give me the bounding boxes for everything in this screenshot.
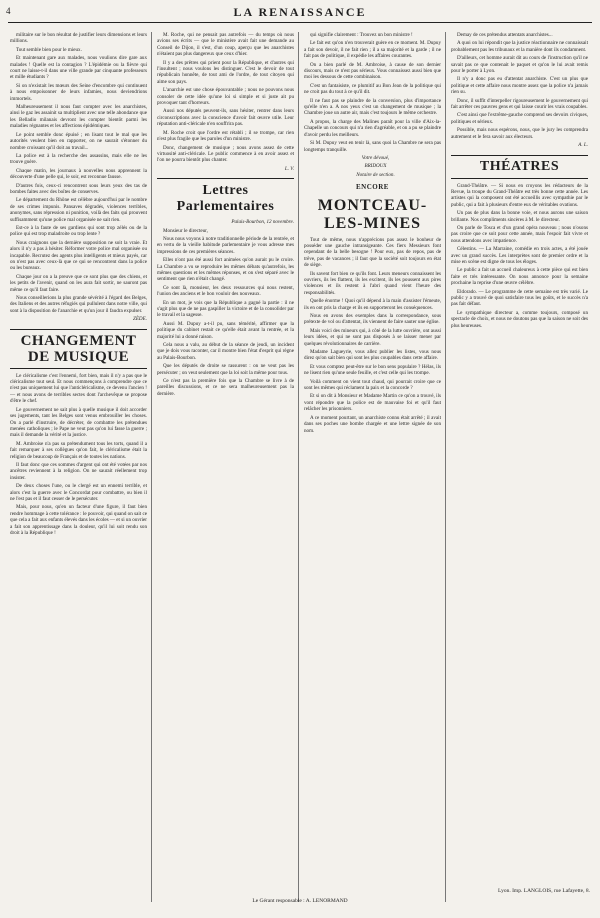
letter-closing: Votre dévoué, xyxy=(361,154,390,161)
headline-theatres: THÉATRES xyxy=(451,155,588,179)
column-2 xyxy=(157,32,294,892)
paragraph: Donc, il suffit d'interpeller rigoureusement le gouvernement qui fait arrêter ces pauvres gens et qui laisse courir les vrais coupables. xyxy=(451,97,588,111)
column-divider xyxy=(151,32,152,902)
paragraph: Aussi nos députés peuvent-ils, sans hésiter, rentrer dans leurs circonscriptions avec la conscience d'avoir fait œuvre utile. Leur réputation anti-cléricale n'en souffrira pas. xyxy=(157,108,294,128)
paragraph: Un pas de plus dans la bonne voie, et nous aurons une saison brillante. Nos compliments sincères à M. le directeur. xyxy=(451,210,588,223)
paragraph: Si on n'existait les mœurs des Seine d'encombre qui continuent à nous empoisonner de leurs infamies, nous deviendrions immortels. xyxy=(10,82,147,102)
paragraph: A quoi on lui répondit que la justice réactionnaire ne connaissait probablement pas les tribunaux et la manière dont ils condamnent. xyxy=(451,40,588,53)
dateline: Palais-Bourbon, 12 novembre. xyxy=(231,219,294,226)
paragraph: Chaque jour on a la preuve que ce sont plus que des chiens, et les petits de l'avenir, quand on les aura fait sortir, ne sauront pas même ce qu'il faut faire. xyxy=(10,273,147,293)
gerant-line: Le Gérant responsable : A. LENORMAND xyxy=(252,898,348,904)
paragraph: Et vous comptez peut-être sur le bon sens populaire ? Hélas, ils ne lisent rien qu'une seule feuille, et c'est celle qui les trompe. xyxy=(304,363,441,377)
paragraph: Le point semble donc épuisé ; en lisant tout le mal que les autorités veulent bien en rapporter, on ne saurait s'étonner du nombre croissant qu'il doit au travail... xyxy=(10,131,147,151)
paragraph: Il y a des prêtres qui prient pour la République, et d'autres qui l'insultent ; nous voulons les distinguer. C'est le devoir de tout républicain honnête, de tout ami de l'ordre, de tout citoyen qui aime son pays. xyxy=(157,59,294,85)
paragraph: Voilà comment on vient tout chaud, qui pourrait croire que ce sont les mêmes qui réclament la paix et la concorde ? xyxy=(304,378,441,392)
paragraph: Est-ce à la faute de ses gardiens qui sont trop zélés ou de la police qui est trop maladroite ou trop lente ? xyxy=(10,224,147,238)
paragraph: C'est ainsi que l'extrême-gauche comprend ses devoirs civiques, politiques et sérieux. xyxy=(451,112,588,125)
paragraph: Mais, pour nous, qu'en un facteur d'une figure, il faut bien rendre hommage à cette tolérance : le pouvoir, qui quand on sait ce que cela a fait aux enfants élevés dans les écoles — et si un ouvrier a fait son apprentissage dans la douleur, qu'il lui soit rendu son droit à la République ! xyxy=(10,504,147,536)
paragraph: M. Ambroise n'a pas su prétendument tous les torts, quand il a fait remarquer à ses collègues qu'on fait, le cléricalisme était la religion de beaucoup de Français et de toutes les nations. xyxy=(10,440,147,460)
paragraph: Eldorado. — Le programme de cette semaine est très varié. Le public y a trouvé de quoi satisfaire tous les goûts, et le succès n'a pas fait défaut. xyxy=(451,288,588,308)
paragraph: M. Roche croit que l'ordre est rétabli ; il se trompe, car rien n'est plus fragile que les paroles d'un ministre. xyxy=(157,129,294,143)
column-divider xyxy=(298,32,299,902)
paragraph: Aussi M. Dupuy a-t-il pu, sans témérité, affirmer que la politique du cabinet restait ce qu'elle était avant la rentrée, et la majorité lui a donné raison. xyxy=(157,320,294,340)
paragraph: Le gouvernement ne sait plus à quelle musique il doit accorder ses jugements, tant les Belges sont venus embrouiller les choses. On a parlé d'instruire, de décréter, de combattre les prétendues menées catholiques ; le Pape ne veut pas qu'on lui fasse la guerre ; mais il demande la vérité et la justice. xyxy=(10,406,147,439)
paragraph: Quelle énorme ! Quoi qu'il dépend à la main d'assister l'émeute, ils en ont pris la charge et ils en supporteront les conséquences. xyxy=(304,298,441,311)
column-divider xyxy=(445,32,446,902)
paragraph: Il faut donc que ces sommes d'argent qui ont été votées par nos ancêtres reviennent à la religion. On ne saurait réellement trop insister. xyxy=(10,461,147,481)
paragraph: Tout semble bien pour le mieux. xyxy=(16,46,82,53)
article-byline: ZÈDE. xyxy=(132,316,147,323)
headline-lettres-parlementaires: Lettres Parlementaires xyxy=(157,178,294,215)
paragraph: Nous en avons des exemples dans la correspondance, sous prétexte de vol ou d'attentat, ils viennent de faire sauter une église. xyxy=(304,313,441,326)
paragraph: En un mot, je vois que la République a gagné la partie : il ne s'agit plus que de ne pas gaspiller la victoire et de la consolider par le travail et la sagesse. xyxy=(157,299,294,319)
printer-imprint: Lyon. Imp. LANGLOIS, rue Lafayette, 8. xyxy=(498,888,590,894)
paragraph: Le cléricalisme c'est l'ennemi, fort bien, mais il n'y a pas que le cléricalisme tout seul. Et nous commençons à comprendre que ce n'est pas uniquement lui que l'anticléricalisme, ce devenu l'ancien ! — et nous avons de terribles sectes dont l'archevêque se propose d'être le chef. xyxy=(10,372,147,405)
paragraph: Le sympathique directeur a, comme toujours, composé un spectacle de choix, et nous ne doutons pas que la saison ne soit des plus heureuses. xyxy=(451,309,588,329)
paragraph: Ils savent fort bien ce qu'ils font. Leurs meneurs connaissent les ouvriers, ils les flattent, ils les excitent, ils les poussent aux pires violences et ils restent à l'abri quand vient l'heure des responsabilités. xyxy=(304,270,441,296)
headline-changement-de-musique: CHANGEMENT DE MUSIQUE xyxy=(10,329,147,369)
paragraph: C'est un fantaisiste, ce plumitif au Bon Jean de la politique qui ne croit pas du tout à ce qu'il dit. xyxy=(304,82,441,96)
paragraph: Grand-Théâtre. — Si nous en croyons les rédacteurs de la Revue, la troupe du Grand-Théâtre est très bonne cette année. Les artistes qui la composent ont été accueillis avec sympathie par le public, qui a fait à plusieurs d'entre eux de véritables ovations. xyxy=(451,182,588,208)
paragraph: D'ailleurs, cet homme aurait dit au cours de l'instruction qu'il ne savait pas ce que contenait le paquet et qu'on le lui avait remis pour le porter à Lyon. xyxy=(451,55,588,75)
paragraph: Mais voici des mineurs qui, à côté de la lutte ouvrière, ont aussi leurs idées, et qui ne sont pas disposés à se laisser mener par quelques révolutionnaires de carrière. xyxy=(304,327,441,347)
paragraph: D'autres fois, ceux-ci rencontrent sous leurs yeux des tas de bombes faites avec des boîtes de conserves. xyxy=(10,182,147,195)
paragraph: Donc, changement de musique ; nous avons assez de cette virtuosité anti-cléricale. Le public commence à en avoir assez et l'on ne pourra bientôt plus chanter. xyxy=(157,144,294,164)
column-4 xyxy=(451,32,588,892)
paragraph: Nous conseillerions la plus grande sévérité à l'égard des Belges, des Italiens et des autres réfugiés qui pullulent dans notre ville, qui sont à la disposition de l'anarchie et qu'un jour il faudra expulser. xyxy=(10,295,147,314)
headline-montceau-les-mines: MONTCEAU-LES-MINES xyxy=(317,196,428,232)
paragraph: De deux choses l'une, ou le clergé est un ennemi terrible, et alors c'est la guerre avec le Concordat pour combattre, ou bien il ne l'est pas et il faut cesser de le persécuter. xyxy=(10,483,147,502)
paragraph: Célestins. — La Marraine, comédie en trois actes, a été jouée avec un grand succès. Les interprètes sont de premier ordre et la mise en scène est digne de tous les éloges. xyxy=(451,246,588,265)
paragraph: militaire sur le bon résultat de justifier leurs dimensions et leurs millions. xyxy=(10,32,147,45)
paragraph: L'anarchie est une chose épouvantable ; nous ne pouvons nous consoler de cette idée qu'une loi si simple et si juste ait pu provoquer tant d'horreurs. xyxy=(157,87,294,107)
paragraph: Le fait est qu'on n'en trouverait guère en ce moment. M. Dupuy a fait son devoir, il ne fait rien ; il a sa majorité et la garde ; il ne fait pas de politique, il expédie les affaires courantes. xyxy=(304,40,441,60)
page-number: 4 xyxy=(6,6,11,16)
paragraph: La police est à la recherche des assassins, mais elle ne les trouve guère. xyxy=(10,152,147,166)
paragraph: A ce moment pourtant, un anarchiste connu était arrêté ; il avait dans ses poches une bombe chargée et une lettre signée de son nom. xyxy=(304,414,441,434)
salutation: Monsieur le directeur, xyxy=(163,227,208,234)
headline-kicker: ENCORE xyxy=(356,183,389,192)
column-1 xyxy=(10,32,147,892)
paragraph: Ce n'est pas la première fois que la Chambre se livre à de pareilles discussions, et ce ne sera malheureusement pas la dernière. xyxy=(157,378,294,397)
letter-signature-title: Notaire de section. xyxy=(356,171,395,178)
column-3 xyxy=(304,32,441,892)
paragraph: Chaque matin, les journaux à nouvelles nous apprennent la découverte d'une pelle qui, le soir, est reconnue fausse. xyxy=(10,167,147,181)
paragraph: Elles n'ont pas été aussi fort animées qu'on aurait pu le croire. La Chambre a vu se reproduire les mêmes débats qu'autrefois, les mêmes questions et les mêmes réponses, et on s'est séparé avec le sentiment que rien n'était changé. xyxy=(157,257,294,283)
paragraph: Malheureusement il nous faut compter avec les anarchistes, ainsi le gaz les assainit sa multiplient avec une telle abondance que les Belladio milanais devront les compter bientôt parmi les maladies régnantes et les affections épidémiques. xyxy=(10,104,147,130)
header-rule xyxy=(8,22,592,23)
article-byline: L. V. xyxy=(284,165,294,172)
paragraph: On parle de Tosca et d'un grand opéra nouveau ; nous n'osons pas croire que ce soit pour cette année, mais l'espoir fait vivre et nous attendons avec impatience. xyxy=(451,224,588,244)
paragraph: Si M. Dupuy veut en tenir là, sans quoi la Chambre ne sera pas longtemps tranquille. xyxy=(304,140,441,153)
paragraph: Cela nous a valu, au début de la séance de jeudi, un incident que je dois vous raconter, car il montre bien l'état d'esprit qui règne au Palais-Bourbon. xyxy=(157,342,294,361)
paragraph: Nous nous voyons à notre traditionnelle période de la rentrée, et en vertu de la vieille habitude parlementaire je vous adresse mes impressions de ces premières séances. xyxy=(157,235,294,255)
masthead xyxy=(0,0,600,30)
paragraph: On a bien parlé de M. Ambroise, à cause de son dernier discours, mais ce n'est pas sérieux. Vous connaissez aussi bien que moi les dessous de cette combinaison. xyxy=(304,61,441,81)
paragraph: qui signifie clairement : Trouvez un bon ministre ! xyxy=(310,32,413,38)
paragraph: Nous craignons que la dernière supposition ne soit la vraie. Et alors il n'y a pas à hésiter. Réformer votre police mal organisée ou incapable. Recrutez des agents plus intelligents et mieux payés, car on n'est pas avec ceux-là que ce qui se rencontrent dans la police ou les bureaux. xyxy=(10,239,147,272)
article-byline: A. L. xyxy=(578,142,588,149)
paragraph: Madame Lagueyrie, vous allez publier les listes, vous nous direz qu'on sait bien qui sont les plus coupables dans cette affaire. xyxy=(304,349,441,362)
paragraph: Et maintenant gare aux malades, nous voulions dire gare aux malades ! Quelle est la contagion ? L'épidémie ou la fièvre qui court ne laisse-t-il dans une ville grande par cinquante professeurs et mille étudiants ? xyxy=(10,55,147,81)
paragraph: Ce sont là, monsieur, les deux ressources qui nous restent, l'union des anciens et le bon vouloir des nouveaux. xyxy=(157,284,294,298)
paragraph: Il ne faut pas se plaindre de la conversion, plus d'importance qu'elle n'en a. A nos yeux c'est un changement de musique ; la Chambre joue un autre air, mais c'est toujours le même orchestre. xyxy=(304,97,441,117)
paragraph: Tout de même, nous n'apprécions pas assez le bonheur de posséder une gauche intransigeante. Ces fiers Messieurs font cependant de la belle besogne ! Pour eux, pas de repos, pas de trêve, pas de vacances ; il faut que la société soit toujours en état de siège. xyxy=(304,236,441,269)
paragraph: M. Roche, qui ne pensait pas autrefois — du temps où nous avions ses écrits — que le ministère avait fait une demande au Conseil de Dijon, il s'est, d'un coup, aperçu que les anarchistes n'étaient pas plus dangereux que ceux d'hier. xyxy=(157,32,294,58)
paragraph: A propos, la charge des Malines paraît pour la ville d'Aix-la-Chapelle un concours qui n'a rien d'agréable, et on a pu se plaindre d'avoir perdu les meilleurs. xyxy=(304,118,441,138)
paragraph: Possible, mais nous espérons, nous, que le jury les comprendra autrement et le fera savoir aux électeurs. xyxy=(451,127,588,140)
letter-signature: BRIDOUX xyxy=(364,163,387,170)
paragraph: Que les députés de droite se rassurent : on ne veut pas les persécuter ; on veut seulement que la loi soit la même pour tous. xyxy=(157,363,294,376)
paragraph: Il n'y a donc pas eu d'attentat anarchiste. C'est un plus que politique et cette affaire nous montre assez que la police n'a jamais rien su. xyxy=(451,76,588,96)
paragraph: Le public a fait un accueil chaleureux à cette pièce qui est bien faite et très intéressante. On nous annonce pour la semaine prochaine la reprise d'une œuvre célèbre. xyxy=(451,267,588,287)
paragraph: Demay de ces prétendus attentats anarchistes... xyxy=(457,32,553,38)
paragraph: Le département du Rhône est célèbre aujourd'hui par le nombre de ses crimes impunis. Pansaves dégradés, violences terribles, anonymes, sans répression ni punition, voilà des faits qui prouvent suffisamment qu'une police mal organisée ne sait rien. xyxy=(10,197,147,223)
paragraph: Et si on dit à Monsieur et Madame Martin ce qu'on a trouvé, ils vont répondre que la police est de mauvaise foi et qu'il faut relâcher les prisonniers. xyxy=(304,393,441,413)
newspaper-title: LA RENAISSANCE xyxy=(233,5,367,19)
